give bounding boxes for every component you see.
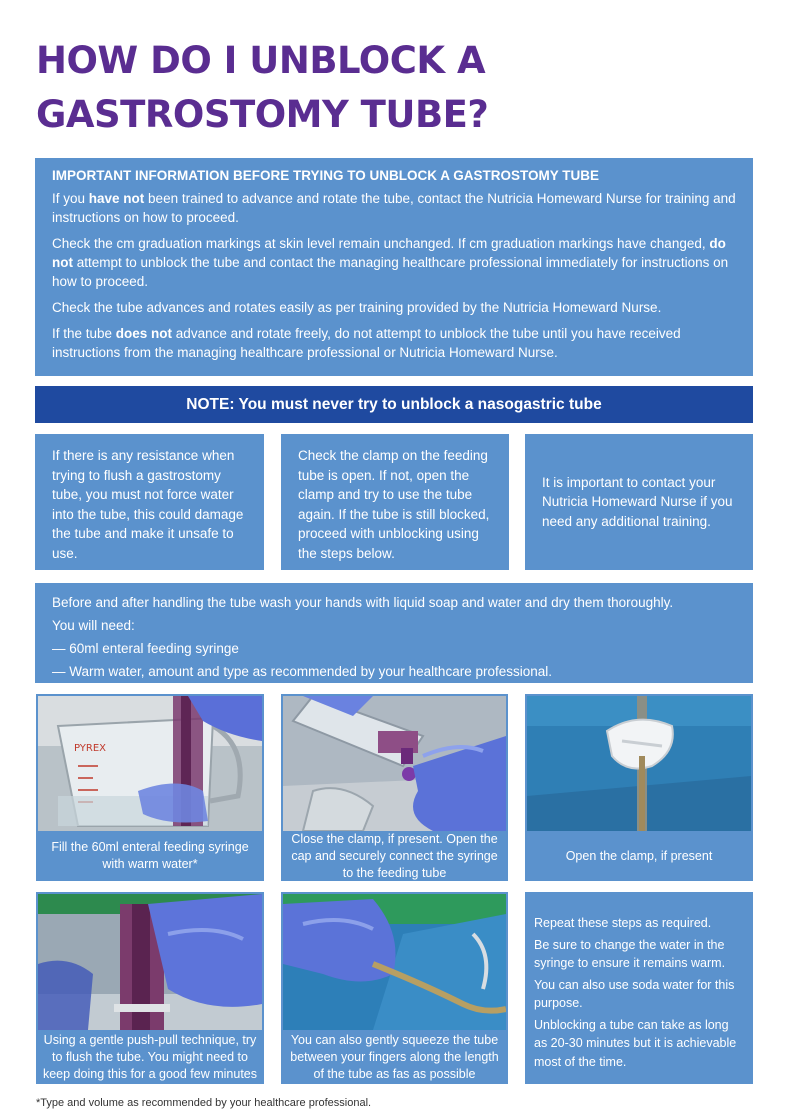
repeat-text: You can also use soda water for this purpose. (534, 977, 735, 1010)
page-title (36, 34, 736, 142)
prep-item-water: — Warm water, amount and type as recommended by your healthcare professional. (52, 664, 552, 679)
step-caption: Close the clamp, if present. Open the cap and securely connect the syringe to the feeding tube (291, 831, 498, 880)
step-card-connect-syringe (281, 694, 508, 881)
tip-text: Check the clamp on the feeding tube is open. If not, open the clamp and try to use the tube again. If the tube is still blocked, proceed with unblocking using the steps below. (298, 448, 490, 561)
step-card-squeeze-tube (281, 892, 508, 1084)
step-caption: Fill the 60ml enteral feeding syringe with warm water* (51, 840, 249, 871)
step-caption: Open the clamp, if present (565, 848, 713, 863)
photo-squeeze-tube (283, 894, 506, 1030)
step-caption: Using a gentle push-pull technique, try to flush the tube. You might need to keep doing this for a good few minutes (42, 1032, 258, 1081)
preparation-box (35, 583, 753, 683)
photo-measuring-jug-syringe (38, 696, 262, 831)
repeat-text: Be sure to change the water in the syringe to ensure it remains warm. (534, 937, 726, 970)
step-caption: You can also gently squeeze the tube between your fingers along the length of the tube as fas as possible (290, 1032, 499, 1081)
title-line-2: GASTROSTOMY TUBE? (36, 93, 489, 136)
tip-box-clamp (281, 434, 509, 570)
step-card-open-clamp (525, 694, 753, 881)
important-heading: IMPORTANT INFORMATION BEFORE TRYING TO UNBLOCK A GASTROSTOMY TUBE (52, 168, 599, 183)
tip-text: It is important to contact your Nutricia Homeward Nurse if you need any additional training. (542, 474, 733, 529)
svg-text:PYREX: PYREX (74, 743, 107, 754)
tip-text: If there is any resistance when trying to flush a gastrostomy tube, you must not force water into the tube, this could damage the tube and make it unsafe to use. (52, 448, 244, 561)
prep-wash-hands: Before and after handling the tube wash your hands with liquid soap and water and dry them thoroughly. (52, 595, 674, 610)
repeat-steps-box (525, 892, 753, 1084)
repeat-text: Unblocking a tube can take as long as 20-30 minutes but it is achievable most of the time. (534, 1017, 737, 1069)
step-card-fill-syringe (36, 694, 264, 881)
footnote: *Type and volume as recommended by your healthcare professional. (36, 1097, 372, 1109)
title-line-1: HOW DO I UNBLOCK A (36, 39, 486, 82)
important-para-4: If the tube does not advance and rotate freely, do not attempt to unblock the tube until you have received instructions from the managing healthcare professional or Nutricia Homeward Nurse. (52, 326, 681, 360)
important-para-3: Check the tube advances and rotates easily as per training provided by the Nutricia Homeward Nurse. (52, 300, 662, 315)
important-para-1: If you have not been trained to advance and rotate the tube, contact the Nutricia Homeward Nurse for training and instructions on how to proceed. (52, 191, 736, 225)
prep-you-will-need: You will need: (52, 618, 135, 633)
important-para-2: Check the cm graduation markings at skin level remain unchanged. If cm graduation markings have changed, do not attempt to unblock the tube and contact the managing healthcare professional immediately for instructions on how to proceed. (52, 236, 729, 289)
tip-box-resistance (35, 434, 264, 570)
prep-item-syringe: — 60ml enteral feeding syringe (52, 641, 239, 656)
photo-open-clamp (527, 696, 751, 831)
repeat-text: Repeat these steps as required. (534, 916, 712, 930)
step-card-push-pull (36, 892, 264, 1084)
important-info-box (35, 158, 753, 376)
nasogastric-warning-banner: NOTE: You must never try to unblock a nasogastric tube (35, 386, 753, 423)
photo-push-pull-syringe (38, 894, 262, 1030)
photo-connect-syringe (283, 696, 506, 831)
tip-box-contact-nurse (525, 434, 753, 570)
